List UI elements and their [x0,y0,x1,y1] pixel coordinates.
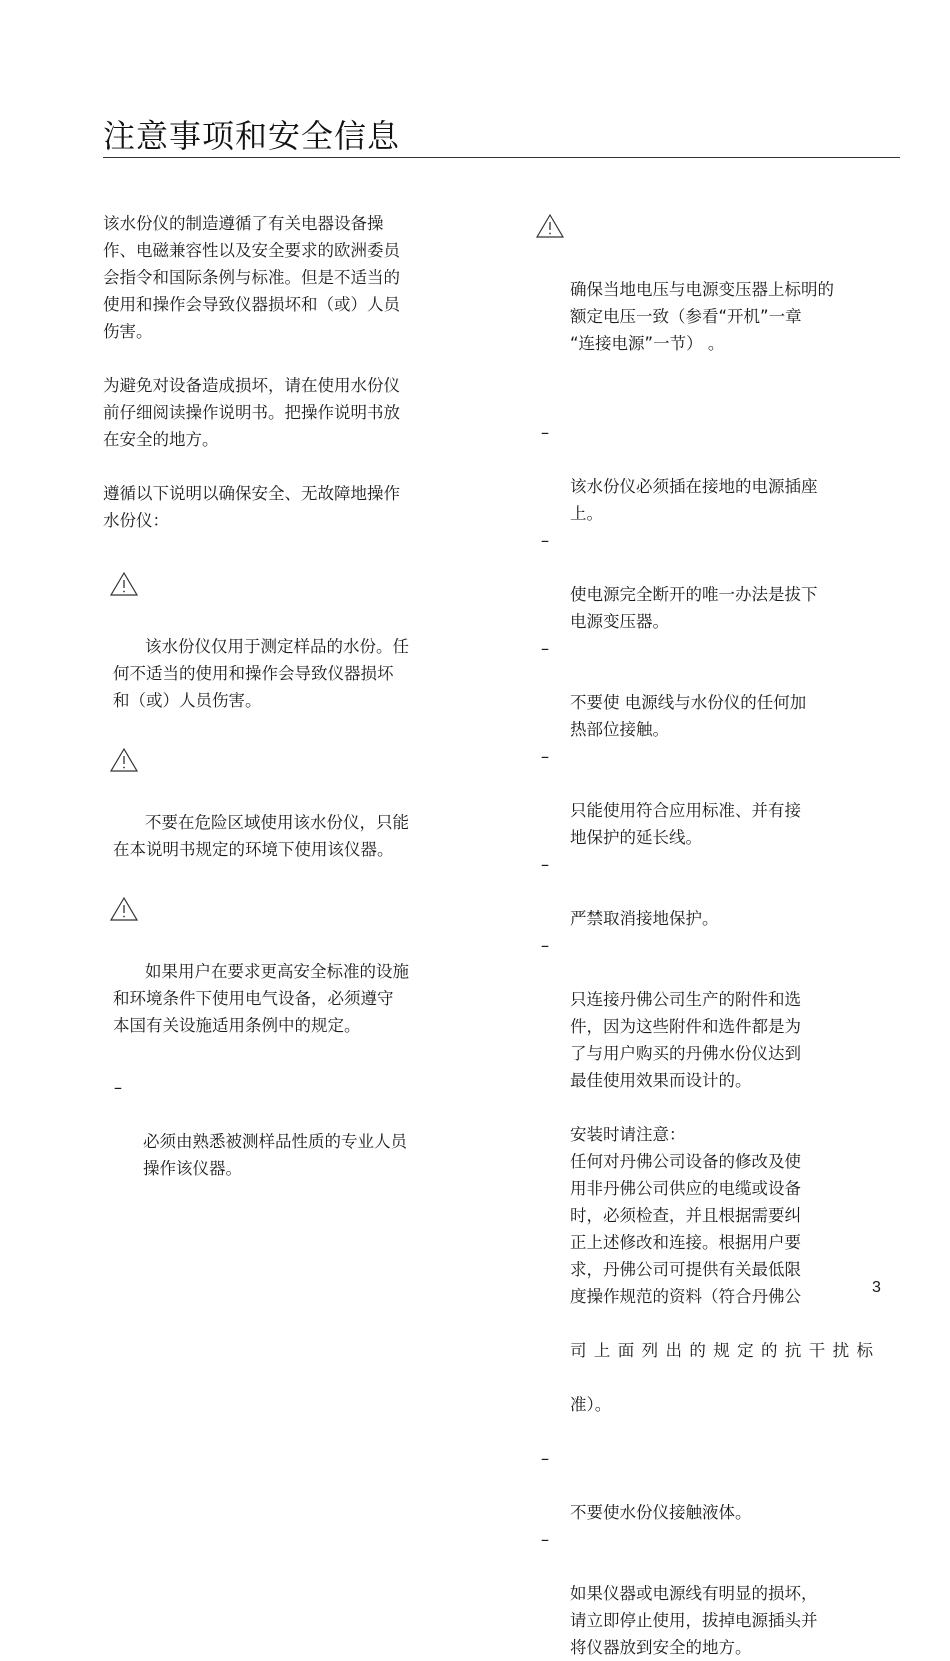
dash-item-grounded-socket [538,419,883,527]
install-spaced-line [538,1310,883,1391]
spaced-char: 列 [641,1341,659,1360]
page-title: 注意事项和安全信息 [103,117,401,155]
warning-triangle-icon [109,571,139,597]
warning-triangle-icon [109,747,139,773]
warning-item-purpose [103,579,448,741]
dash-item-liquid [538,1445,883,1526]
dash-marker: – [540,936,550,955]
dash-item-accessories [538,932,883,1094]
dash-marker: – [540,423,550,442]
warning-text-hazard-area: 不要在危险区域使用该水份仪，只能 在本说明书规定的环境下使用该仪器。 [113,813,409,859]
dash-text-accessories: 只连接丹佛公司生产的附件和选 件，因为这些附件和选件都是为 了与用户购买的丹佛水份仪达到 最佳使用效果而设计的。 [570,990,801,1090]
dash-text-heat-contact: 不要使 电源线与水份仪的任何加 热部位接触。 [570,693,807,739]
dash-item-extension-cord [538,743,883,851]
spaced-char: 定 [737,1341,754,1360]
dash-text-grounded-socket: 该水份仪必须插在接地的电源插座 上。 [570,477,818,523]
spaced-char: 的 [761,1341,778,1360]
spaced-char: 上 [593,1341,611,1360]
follow-instructions-paragraph: 遵循以下说明以确保安全、无故障地操作 水份仪： [103,484,400,530]
spaced-char: 干 [808,1341,826,1360]
dash-marker: – [113,1078,123,1097]
warning-text-safety-standards: 如果用户在要求更高安全标准的设施 和环境条件下使用电气设备，必须遵守 本国有关设施适用条例中的规定。 [113,962,409,1035]
dash-text-extension-cord: 只能使用符合应用标准、并有接 地保护的延长线。 [570,801,801,847]
dash-text-damage: 如果仪器或电源线有明显的损坏， 请立即停止使用，拔掉电源插头并 将仪器放到安全的地方。 [570,1584,818,1657]
spaced-char: 面 [617,1341,635,1360]
warning-text-voltage: 确保当地电压与电源变压器上标明的 额定电压一致（参看“开机”一章 “连接电源”一节） 。 [570,280,834,353]
dash-item-operator [111,1074,448,1182]
dash-item-heat-contact [538,635,883,743]
dash-marker: – [540,855,550,874]
page-number: 3 [872,1279,881,1296]
warning-item-hazard-area [103,755,448,890]
warning-item-voltage [538,222,883,384]
warning-text-purpose: 该水份仪仅用于测定样品的水份。任 何不适当的使用和操作会导致仪器损坏 和（或）人员伤害。 [113,637,409,710]
spaced-char: 规 [713,1341,730,1360]
spaced-char: 出 [665,1341,682,1360]
install-title: 安装时请注意： [570,1125,686,1144]
install-end: 准）。 [570,1395,612,1414]
install-body: 任何对丹佛公司设备的修改及使 用非丹佛公司供应的电缆或设备 时，必须检查，并且根据需要纠 正上述修改和连接。根据用户要 求，丹佛公司可提供有关最低限 度操作规范的资料（符合丹佛公 [570,1152,801,1306]
dash-item-grounding [538,851,883,932]
spaced-char: 的 [689,1341,706,1360]
dash-text-grounding: 严禁取消接地保护。 [570,909,719,928]
warning-triangle-icon [535,213,565,239]
spaced-char: 司 [570,1341,587,1360]
dash-marker: – [540,639,550,658]
title-rule [103,157,900,158]
warning-item-safety-standards [103,904,448,1066]
spaced-char: 抗 [784,1341,802,1360]
spaced-char: 标 [856,1341,873,1360]
dash-text-liquid: 不要使水份仪接触液体。 [570,1503,752,1522]
dash-marker: – [540,531,550,550]
dash-item-damage [538,1526,883,1661]
right-column [538,222,883,1661]
dash-marker: – [540,747,550,766]
dash-marker: – [540,1449,550,1468]
warning-triangle-icon [109,896,139,922]
left-column [103,210,448,1182]
dash-item-disconnect [538,527,883,635]
avoid-damage-paragraph: 为避免对设备造成损坏，请在使用水份仪 前仔细阅读操作说明书。把操作说明书放 在安全的地方。 [103,376,400,449]
intro-paragraph: 该水份仪的制造遵循了有关电器设备操 作、电磁兼容性以及安全要求的欧洲委员 会指令和国际条例与标准。但是不适当的 使用和操作会导致仪器损坏和（或）人员 伤害。 [103,214,400,341]
spaced-char: 扰 [832,1341,850,1360]
dash-text-operator: 必须由熟悉被测样品性质的专业人员 操作该仪器。 [143,1132,407,1178]
dash-text-disconnect: 使电源完全断开的唯一办法是拔下 电源变压器。 [570,585,818,631]
dash-marker: – [540,1530,550,1549]
